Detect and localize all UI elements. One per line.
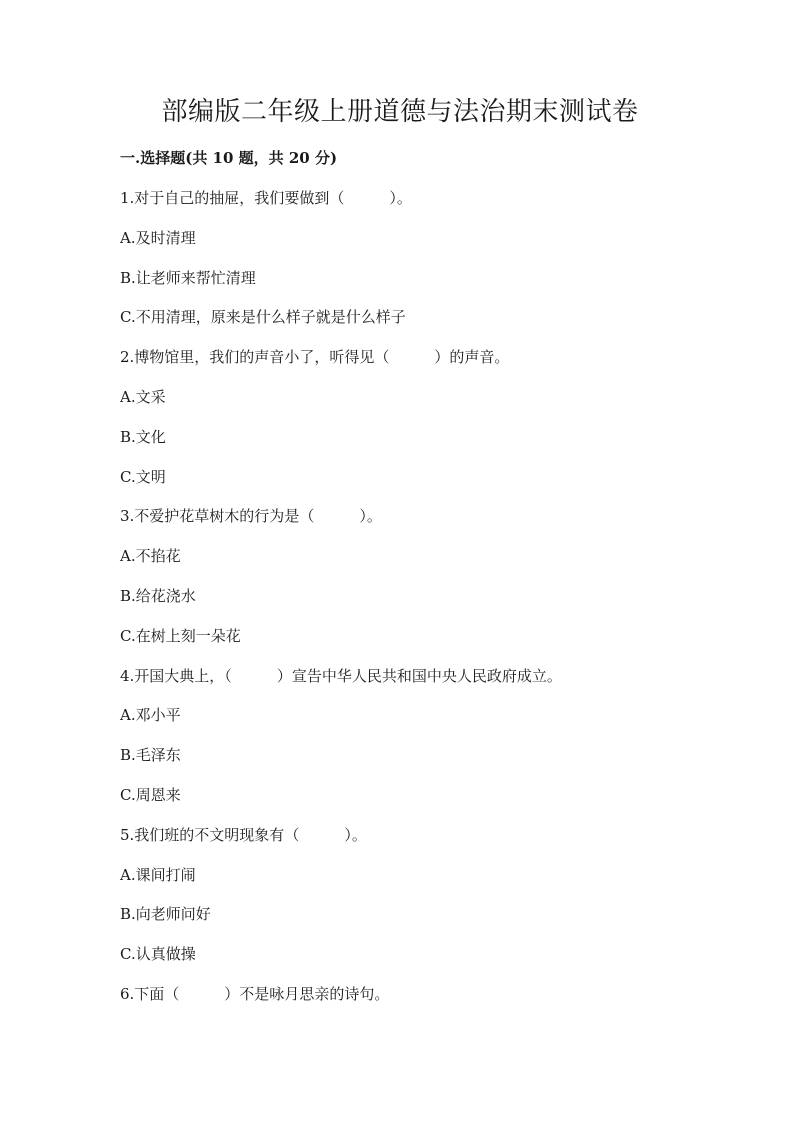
option-a: A.邓小平: [120, 706, 181, 725]
question-stem: 2.博物馆里，我们的声音小了，听得见（ ）的声音。: [120, 348, 510, 367]
option-b: B.文化: [120, 427, 166, 446]
option-b: B.向老师问好: [120, 905, 211, 924]
option-a: A.课间打闹: [120, 865, 196, 884]
page-title: 部编版二年级上册道德与法治期末测试卷: [161, 97, 639, 127]
option-c: C.认真做操: [120, 945, 196, 964]
section-heading: 一.选择题(共 10 题，共 20 分): [120, 149, 338, 167]
option-c: C.在树上刻一朵花: [120, 626, 241, 645]
question-stem: 3.不爱护花草树木的行为是（ ）。: [120, 507, 382, 526]
option-b: B.毛泽东: [120, 746, 181, 765]
option-a: A.及时清理: [120, 228, 196, 247]
option-a: A.不掐花: [120, 547, 181, 566]
option-c: C.文明: [120, 467, 166, 486]
option-b: B.给花浇水: [120, 586, 196, 605]
option-a: A.文采: [120, 387, 166, 406]
question-stem: 4.开国大典上，（ ）宣告中华人民共和国中央人民政府成立。: [120, 666, 562, 685]
option-c: C.周恩来: [120, 785, 181, 804]
question-stem: 5.我们班的不文明现象有（ ）。: [120, 825, 367, 844]
question-list: [120, 186, 720, 1022]
option-b: B.让老师来帮忙清理: [120, 268, 256, 287]
option-c: C.不用清理，原来是什么样子就是什么样子: [120, 308, 406, 327]
question-stem: 6.下面（ ）不是咏月思亲的诗句。: [120, 984, 390, 1003]
question-stem: 1.对于自己的抽屉，我们要做到（ ）。: [120, 189, 412, 207]
